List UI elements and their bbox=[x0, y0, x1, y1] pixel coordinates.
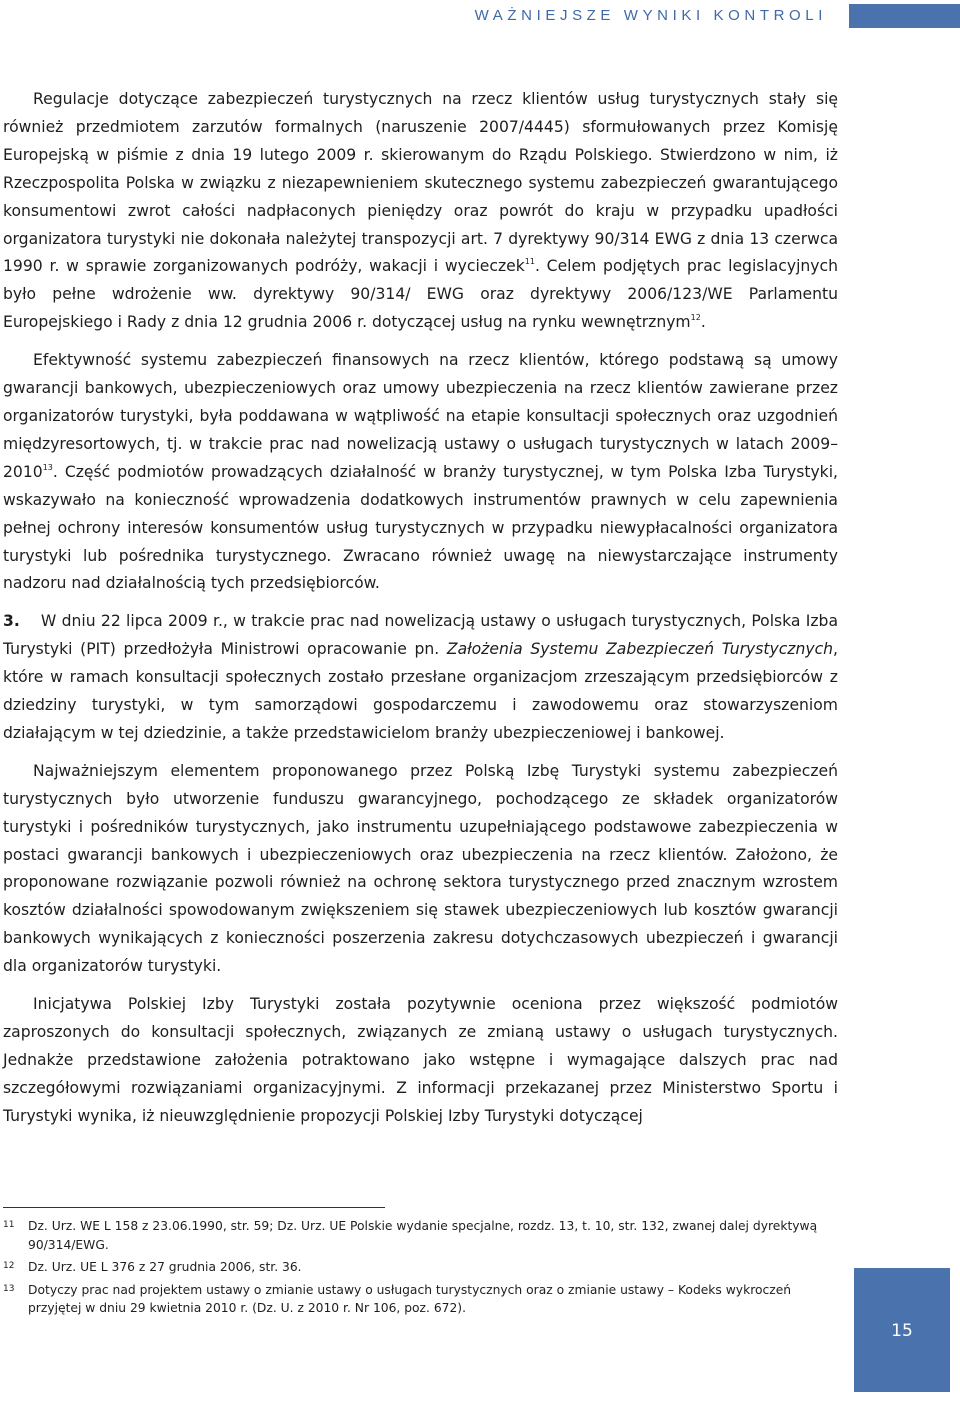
paragraph-2-text: Efektywność systemu zabezpieczeń finansowych na rzecz klientów, którego podstawą są umowy gwarancji bankowych, ubezpieczeniowych oraz umowy ubezpieczenia na rzecz klientów zawierane przez organizatorów turystyki, była poddawana w wątpliwość na etapie konsultacji społecznych oraz uzgodnień międzyresortowych, tj. w trakcie prac nad nowelizacją ustawy o usługach turystycznych w latach 2009–2010 bbox=[3, 351, 838, 481]
footnote-number: 13 bbox=[3, 1283, 15, 1294]
header-color-block bbox=[849, 4, 960, 28]
footnote-number: 11 bbox=[3, 1220, 15, 1230]
main-text bbox=[3, 86, 838, 1141]
footnote-ref-11[interactable]: 11 bbox=[524, 257, 535, 267]
footnote-separator bbox=[3, 1207, 385, 1208]
paragraph-4: Najważniejszym elementem proponowanego przez Polską Izbę Turystyki systemu zabezpieczeń turystycznych było utworzenie funduszu gwarancyjnego, pochodzącego ze składek organizatorów turystyki i pośredników turystycznych, jako instrumentu uzupełniającego podstawowe zabezpieczenia w postaci gwarancji bankowych i ubezpieczeniowych oraz ubezpieczenia na rzecz klientów. Założono, że proponowane rozwiązanie pozwoli również na ochronę sektora turystycznego przed znacznym wzrostem kosztów działalności spowodowanym zwiększeniem się stawek ubezpieczeniowych lub kosztów gwarancji bankowych wynikających z konieczności poszerzenia zakresu dotychczasowych ubezpieczeń i gwarancji dla organizatorów turystyki. bbox=[3, 761, 838, 976]
paragraph-1-text: Regulacje dotyczące zabezpieczeń turystycznych na rzecz klientów usług turystycznych stały się również przedmiotem zarzutów formalnych (naruszenie 2007/4445) sformułowanych przez Komisję Europejską w piśmie z dnia 19 lutego 2009 r. skierowanym do Rządu Polskiego. Stwierdzono w nim, iż Rzeczpospolita Polska w związku z niezapewnieniem skutecznego systemu zabezpieczeń gwarantującego konsumentowi zwrot całości nadpłaconych pieniędzy oraz powrót do kraju w przypadku upadłości organizatora turystyki nie dokonała należytej transpozycji art. 7 dyrektywy 90/314 EWG z dnia 13 czerwca 1990 r. w sprawie zorganizowanych podróży, wakacji i wycieczek bbox=[3, 90, 838, 276]
paragraph-3-text: , w trakcie prac nad nowelizacją ustawy o usługach turystycznych, Polska Izba Turystyki (PIT) przedłożyła Ministrowi opracowanie pn. bbox=[3, 612, 838, 659]
footnote-ref-12[interactable]: 12 bbox=[690, 313, 701, 323]
paragraph-5: Inicjatywa Polskiej Izby Turystyki została pozytywnie oceniona przez większość podmiotów zaproszonych do konsultacji społecznych, związanych ze zmianą ustawy o usługach turystycznych. Jednakże przedstawione założenia potraktowano jako wstępne i wymagające dalszych prac nad szczegółowymi rozwiązaniami organizacyjnymi. Z informacji przekazanej przez Ministerstwo Sportu i Turystyki wynika, iż nieuwzględnienie propozycji Polskiej Izby Turystyki dotyczącej bbox=[3, 995, 838, 1125]
document-title: Założenia Systemu Zabezpieczeń Turystycznych bbox=[446, 640, 834, 659]
paragraph-2-text-cont: . Część podmiotów prowadzących działalność w branży turystycznej, w tym Polska Izba Turystyki, wskazywało na konieczność wprowadzenia dodatkowych instrumentów prawnych w celu zapewnienia pełnej ochrony interesów konsumentów usług turystycznych w przypadku niewypłacalności organizatora turystyki lub pośrednika turystycznego. Zwracano również uwagę na niewystarczające instrumenty nadzoru nad działalnością tych przedsiębiorców. bbox=[3, 462, 838, 593]
footnote-number: 12 bbox=[3, 1261, 15, 1271]
paragraph-3 bbox=[3, 608, 838, 748]
paragraph-3-text-cont: , które w ramach konsultacji społecznych zostało przesłane organizacjom zrzeszającym przedsiębiorców z dziedziny turystyki, w tym samorządowi gospodarczemu i zawodowemu oraz stowarzyszeniom działającym w tej dziedzinie, a także przedstawicielom branży ubezpieczeniowej i bankowej. bbox=[3, 640, 838, 742]
footnotes bbox=[3, 1217, 838, 1322]
page-number: 15 bbox=[891, 1321, 913, 1341]
list-number: 3. bbox=[3, 612, 20, 631]
footnote-13 bbox=[3, 1281, 838, 1318]
paragraph-2 bbox=[3, 347, 838, 598]
footnote-ref-13[interactable]: 13 bbox=[42, 462, 53, 472]
page-number-box bbox=[854, 1268, 950, 1392]
paragraph-3-date: W dniu 22 lipca 2009 r. bbox=[40, 612, 223, 631]
paragraph-1-end: . bbox=[700, 313, 706, 332]
footnote-12 bbox=[3, 1258, 838, 1277]
paragraph-1-text-cont: . Celem podjętych prac legislacyjnych było pełne wdrożenie ww. dyrektywy 90/314/ EWG oraz dyrektywy 2006/123/WE Parlamentu Europejskiego i Rady z dnia 12 grudnia 2006 r. dotyczącej usług na rynku wewnętrznym bbox=[3, 257, 838, 332]
paragraph-1 bbox=[3, 86, 838, 337]
footnote-text: Dz. Urz. UE L 376 z 27 grudnia 2006, str. 36. bbox=[28, 1260, 302, 1274]
footnote-text: Dotyczy prac nad projektem ustawy o zmianie ustawy o usługach turystycznych oraz o zmianie ustawy – Kodeks wykroczeń przyjętej w dniu 29 kwietnia 2010 r. (Dz. U. z 2010 r. Nr 106, poz. 672). bbox=[28, 1282, 792, 1315]
running-header-title: WAŻNIEJSZE WYNIKI KONTROLI bbox=[474, 7, 827, 24]
footnote-text: Dz. Urz. WE L 158 z 23.06.1990, str. 59; Dz. Urz. UE Polskie wydanie specjalne, rozdz. 13, t. 10, str. 132, zwanej dalej dyrektywą 90/314/EWG. bbox=[28, 1219, 818, 1252]
footnote-11 bbox=[3, 1217, 838, 1254]
